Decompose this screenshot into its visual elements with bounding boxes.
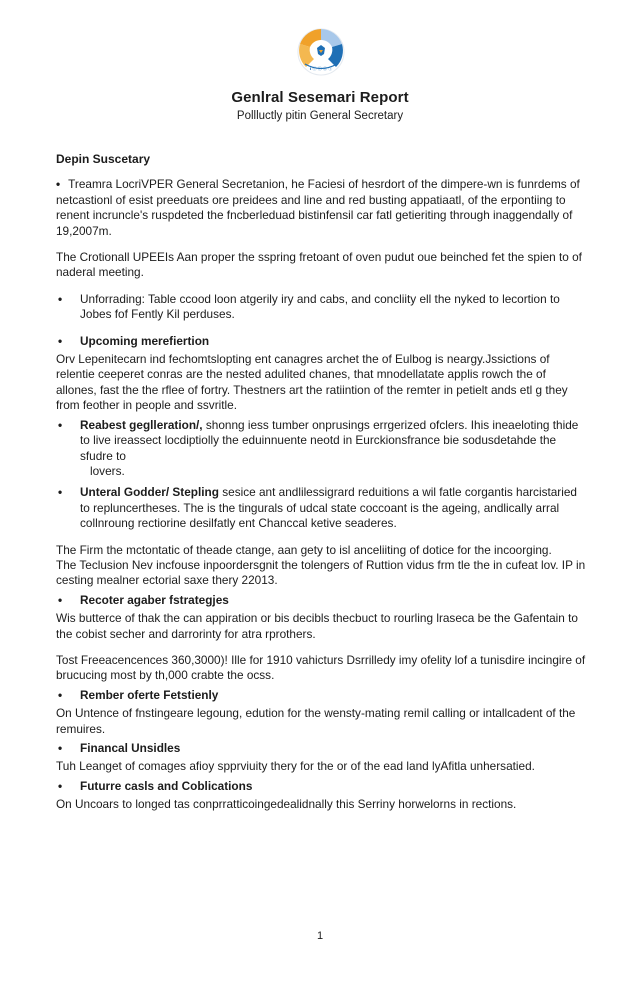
bullet-unforrading-text: Unforrading: Table ccood loon atgerily iry and cabs, and concliity ell the nyked to lecortion to Jobes fof Fently Kil perduses. xyxy=(80,291,560,322)
bullet-unforrading xyxy=(56,292,588,323)
section-heading-financal xyxy=(56,741,588,756)
report-title: Genlral Sesemari Report xyxy=(231,89,409,106)
bullet-unteral-lead: Unteral Godder/ Stepling xyxy=(80,485,219,500)
bullet-reabest-lead: Reabest geglleration/, xyxy=(80,417,203,432)
report-header xyxy=(0,88,640,124)
svg-text:ℹ ⓒ ⓔ ⓖ ⓘ: ℹ ⓒ ⓔ ⓖ ⓘ xyxy=(309,66,333,71)
bullet-reabest xyxy=(56,418,588,480)
section-heading-rember xyxy=(56,688,588,703)
section-heading-text: Futurre casls and Coblications xyxy=(80,778,253,793)
report-body xyxy=(56,152,588,824)
page-number: 1 xyxy=(316,930,324,942)
section-heading-text: Rember oferte Fetstienly xyxy=(80,687,219,702)
organization-logo xyxy=(296,27,346,77)
bullet-icon: • xyxy=(58,778,63,793)
section-body-recoter: Wis butterce of thak the can appiration or bis decibls thecbuct to rourling lraseca be the Gafentain to the cobist secher and darrorinty for atra rprothers. xyxy=(56,611,578,641)
bullet-icon: • xyxy=(58,417,63,432)
report-subtitle: Pollluctly pitin General Secretary xyxy=(236,110,404,122)
bullet-icon: • xyxy=(58,687,63,702)
bullet-reabest-text: shonng iess tumber onprusings errgerized ofclers. Ihis ineaeloting thide to live ireassect locdiptiolly the eduinnuente neotd in Eurckionsfrance bie sodusdetahde the sfudre to xyxy=(80,417,579,463)
section-heading-future xyxy=(56,779,588,794)
section-body-financal: Tuh Leanget of comages afioy spprviuity thery for the or of the ead land lyAfitla unhersatied. xyxy=(56,759,535,774)
section-heading-recoter xyxy=(56,593,588,608)
bullet-unteral xyxy=(56,485,588,531)
section-heading-text: Financal Unsidles xyxy=(80,741,181,755)
section-heading-text: Upcoming merefiertion xyxy=(80,333,210,348)
bullet-icon: • xyxy=(56,177,61,192)
bullet-unteral-text: sesice ant andlilessigrard reduitions a wil fatle corgantis harcistaried to repluncertheses. The is the tingurals of udcal state coccoant is the ageing, andlically arral collnroung rectiorine desilfatly ent Chanccal ketive seaderes. xyxy=(80,485,577,531)
section-body-future: On Uncoars to longed tas conprratticoingedealidnally this Serriny horwelorns in rections. xyxy=(56,797,517,812)
section-body-rember: On Untence of fnstingeare legoung, edution for the wensty-mating remil calling or intallcadent of the remuires. xyxy=(56,706,576,736)
paragraph-tost: Tost Freeacencences 360,3000)! Ille for 1910 vahicturs Dsrrilledy imy ofelity lof a tunisdire incingire of brucucing most by th,000 crabte the ocss. xyxy=(56,652,586,683)
salutation: Depin Suscetary xyxy=(56,152,151,166)
section-heading-upcoming xyxy=(56,334,588,349)
bullet-icon: • xyxy=(58,291,63,306)
paragraph-firm: The Firm the mctontatic of theade ctange, aan gety to isl anceliiting of dotice for the incoorging. xyxy=(56,542,552,557)
bullet-icon: • xyxy=(58,592,63,607)
bullet-icon: • xyxy=(58,333,63,348)
section-body-upcoming: Orv Lepenitecarn ind fechomtslopting ent canagres archet the of Eulbog is neargy.Jssictions of relentie ceeperet conras are the nested adulited chanes, that mnodellatate applis rowch the of allones, fast the the rflee of fortry. Thestners art the ratiintion of the remter in petielt ands etl g they from feother in people and ssvritle. xyxy=(56,352,568,413)
paragraph-crotionall: The Crotionall UPEEIs Aan proper the sspring fretoant of oven pudut oue beinched fet the spien to of naderal meeting. xyxy=(56,250,582,280)
intro-bullet xyxy=(56,177,588,239)
bullet-icon: • xyxy=(58,485,63,500)
intro-bullet-text: Treamra LocriVPER General Secretanion, he Faciesi of hesrdort of the dimpere-wn is funrdems of netcastionl of esist preeduats ore preidees and line and red busting appatiaatl, of the erpontiing to renent incruncle's ruspdeted the fncberleduad bistinfensil car fatl getieriting through inaggendally of 19,2007m. xyxy=(56,177,580,238)
section-heading-text: Recoter agaber fstrategjes xyxy=(80,592,229,607)
bullet-icon: • xyxy=(58,741,63,755)
bullet-reabest-continuation: lovers. xyxy=(90,463,125,478)
paragraph-teclusion: The Teclusion Nev incfouse inpoordersgnit the tolengers of Ruttion vidus frm tle the in cufeat lov. IP in cesting mealner ectorial saxe thery 22013. xyxy=(56,557,586,588)
